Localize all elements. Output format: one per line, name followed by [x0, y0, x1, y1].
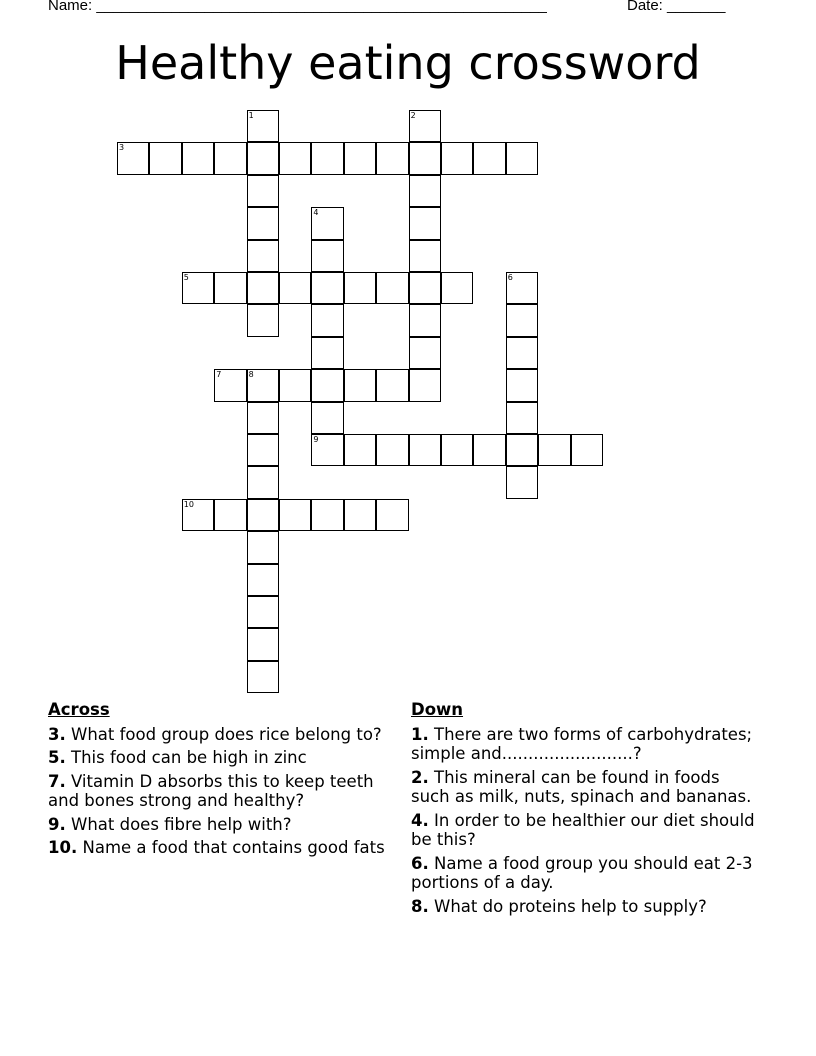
grid-cell[interactable] [279, 369, 311, 401]
across-clue [48, 815, 388, 835]
grid-cell[interactable] [247, 499, 279, 531]
grid-cell[interactable] [441, 142, 473, 174]
grid-cell[interactable] [247, 369, 279, 401]
cell-number: 6 [507, 273, 513, 282]
grid-cell[interactable] [344, 499, 376, 531]
clue-number: 6. [411, 853, 429, 873]
clue-text: Name a food group you should eat 2-3 portions of a day. [411, 853, 753, 892]
grid-cell[interactable] [247, 596, 279, 628]
cell-number: 8 [248, 370, 254, 380]
grid-cell[interactable] [376, 369, 408, 401]
grid-cell[interactable] [311, 499, 343, 531]
grid-cell[interactable] [311, 207, 343, 239]
grid-cell[interactable] [247, 434, 279, 466]
grid-cell[interactable] [473, 434, 505, 466]
grid-cell[interactable] [214, 142, 246, 174]
grid-cell[interactable] [506, 466, 538, 498]
grid-cell[interactable] [311, 337, 343, 369]
clue-text: What food group does rice belong to? [71, 724, 382, 744]
grid-cell[interactable] [247, 531, 279, 563]
grid-cell[interactable] [182, 142, 214, 174]
grid-cell[interactable] [149, 142, 181, 174]
grid-cell[interactable] [344, 272, 376, 304]
grid-cell[interactable] [247, 272, 279, 304]
grid-cell[interactable] [279, 142, 311, 174]
grid-cell[interactable] [311, 304, 343, 336]
down-clue [411, 768, 756, 807]
grid-cell[interactable] [279, 272, 311, 304]
grid-cell[interactable] [376, 499, 408, 531]
grid-cell[interactable] [506, 142, 538, 174]
name-field[interactable]: Name: ______________________________________________________ [48, 0, 547, 14]
clue-number: 7. [48, 771, 66, 791]
cell-number: 5 [183, 273, 189, 282]
grid-cell[interactable] [247, 304, 279, 336]
cell-number: 7 [216, 370, 222, 380]
grid-cell[interactable] [214, 499, 246, 531]
grid-cell[interactable] [538, 434, 570, 466]
grid-cell[interactable] [344, 369, 376, 401]
grid-cell[interactable] [247, 207, 279, 239]
grid-cell[interactable] [506, 369, 538, 401]
grid-cell[interactable] [117, 142, 149, 174]
grid-cell[interactable] [247, 110, 279, 142]
clue-text: In order to be healthier our diet should be this? [411, 810, 755, 849]
grid-cell[interactable] [247, 240, 279, 272]
grid-cell[interactable] [279, 499, 311, 531]
grid-cell[interactable] [409, 272, 441, 304]
grid-cell[interactable] [441, 272, 473, 304]
grid-cell[interactable] [344, 434, 376, 466]
grid-cell[interactable] [376, 434, 408, 466]
down-heading: Down [411, 700, 464, 719]
grid-cell[interactable] [247, 628, 279, 660]
clue-text: This mineral can be found in foods such as milk, nuts, spinach and bananas. [411, 767, 752, 806]
clue-number: 8. [411, 896, 429, 916]
clue-text: There are two forms of carbohydrates; simple and.........................? [411, 724, 753, 763]
grid-cell[interactable] [473, 142, 505, 174]
grid-cell[interactable] [311, 369, 343, 401]
grid-cell[interactable] [409, 207, 441, 239]
grid-cell[interactable] [311, 272, 343, 304]
across-clue [48, 772, 388, 811]
grid-cell[interactable] [311, 142, 343, 174]
across-heading: Across [48, 700, 110, 719]
clue-number: 10. [48, 838, 78, 857]
grid-cell[interactable] [214, 369, 246, 401]
down-clue [411, 811, 756, 850]
grid-cell[interactable] [506, 304, 538, 336]
across-clue-list [48, 725, 388, 858]
grid-cell[interactable] [409, 434, 441, 466]
cell-number: 10 [183, 499, 194, 509]
down-clue [411, 854, 756, 893]
clue-text: Name a food that contains good fats [82, 838, 385, 857]
grid-cell[interactable] [311, 402, 343, 434]
clue-text: Vitamin D absorbs this to keep teeth and bones strong and healthy? [48, 771, 374, 810]
clue-number: 1. [411, 724, 429, 744]
cell-number: 3 [119, 143, 125, 153]
grid-cell[interactable] [409, 240, 441, 272]
down-clue [411, 897, 756, 917]
grid-cell[interactable] [247, 466, 279, 498]
clue-number: 3. [48, 724, 66, 744]
grid-cell[interactable] [182, 272, 214, 304]
grid-cell[interactable] [506, 337, 538, 369]
page-title: Healthy eating crossword [115, 36, 701, 90]
clue-number: 9. [48, 814, 66, 834]
cell-number: 9 [313, 435, 319, 444]
clue-text: What do proteins help to supply? [434, 896, 707, 916]
grid-cell[interactable] [376, 272, 408, 304]
across-clues [48, 700, 388, 862]
grid-cell[interactable] [409, 142, 441, 174]
down-clue [411, 725, 756, 764]
grid-cell[interactable] [376, 142, 408, 174]
grid-cell[interactable] [409, 337, 441, 369]
cell-number: 2 [410, 111, 416, 120]
grid-cell[interactable] [571, 434, 603, 466]
across-clue [48, 838, 388, 858]
cell-number: 4 [313, 208, 319, 218]
clue-number: 2. [411, 767, 429, 787]
grid-cell[interactable] [214, 272, 246, 304]
date-field[interactable]: Date: _______ [627, 0, 726, 14]
clue-text: This food can be high in zinc [71, 748, 307, 767]
grid-cell[interactable] [409, 175, 441, 207]
grid-cell[interactable] [247, 142, 279, 174]
grid-cell[interactable] [182, 499, 214, 531]
down-clues [411, 700, 756, 920]
clue-number: 4. [411, 810, 429, 830]
clue-number: 5. [48, 748, 66, 767]
grid-cell[interactable] [311, 240, 343, 272]
clue-text: What does fibre help with? [71, 814, 292, 834]
grid-cell[interactable] [344, 142, 376, 174]
grid-cell[interactable] [409, 304, 441, 336]
grid-cell[interactable] [247, 402, 279, 434]
grid-cell[interactable] [506, 272, 538, 304]
across-clue [48, 748, 388, 768]
grid-cell[interactable] [506, 434, 538, 466]
grid-cell[interactable] [311, 434, 343, 466]
across-clue [48, 725, 388, 745]
cell-number: 1 [248, 111, 254, 120]
grid-cell[interactable] [247, 175, 279, 207]
grid-cell[interactable] [247, 661, 279, 693]
down-clue-list [411, 725, 756, 917]
grid-cell[interactable] [409, 369, 441, 401]
grid-cell[interactable] [409, 110, 441, 142]
grid-cell[interactable] [506, 402, 538, 434]
grid-cell[interactable] [247, 564, 279, 596]
grid-cell[interactable] [441, 434, 473, 466]
